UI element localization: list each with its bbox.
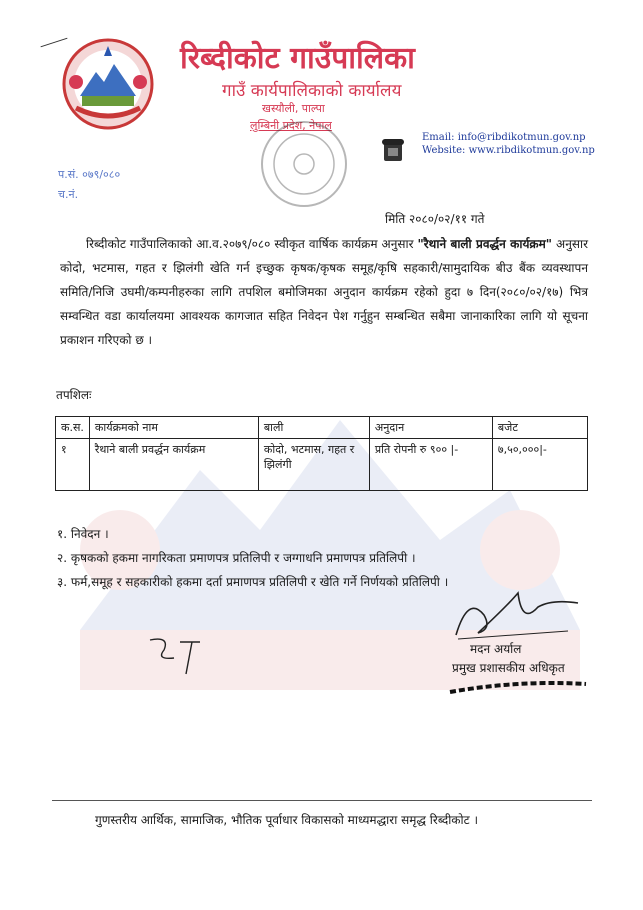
- list-item: २. कृषकको हकमा नागरिकता प्रमाणपत्र प्रतिलिपी र जग्गाधनि प्रमाणपत्र प्रतिलिपी ।: [57, 551, 416, 565]
- website-line: Website: www.ribdikotmun.gov.np: [422, 145, 595, 156]
- province-line: लुम्बिनी प्रदेश, नेपाल: [250, 119, 332, 132]
- col-header-grant: अनुदान: [369, 417, 492, 439]
- email-line: Email: info@ribdikotmun.gov.np: [422, 132, 586, 143]
- col-header-crop: बाली: [258, 417, 369, 439]
- org-name: रिब्दीकोट गाउँपालिका: [180, 41, 415, 76]
- seal-stamp: [448, 676, 588, 698]
- cell-budget: ७,५०,०००|-: [492, 439, 587, 491]
- letter-number: प.सं. ०७९/०८०: [58, 168, 121, 181]
- handwritten-signature: [448, 585, 588, 645]
- cell-grant: प्रति रोपनी रु ९०० |-: [369, 439, 492, 491]
- notice-date: मिति २०८०/०२/११ गते: [385, 212, 485, 226]
- col-header-sn: क.स.: [56, 417, 90, 439]
- contact-block: [422, 131, 595, 157]
- body-part-1: रिब्दीकोट गाउँपालिकाको आ.व.२०७९/०८० स्वीकृत वार्षिक कार्यक्रम अनुसार: [86, 237, 418, 251]
- handwritten-initials: [140, 630, 220, 680]
- table-header-row: [56, 417, 588, 439]
- table-row: [56, 439, 588, 491]
- nepal-emblem-logo: [62, 38, 154, 130]
- details-label: तपशिलः: [56, 388, 92, 402]
- required-documents-list: [57, 522, 448, 594]
- cell-sn: १: [56, 439, 90, 491]
- col-header-budget: बजेट: [492, 417, 587, 439]
- cell-crop: कोदो, भटमास, गहत र झिलंगी: [258, 439, 369, 491]
- office-address: खस्यौली, पाल्पा: [262, 102, 325, 115]
- list-item: ३. फर्म,समूह र सहकारीको हकमा दर्ता प्रमाणपत्र प्रतिलिपी र खेति गर्ने निर्णयको प्रतिलिपी ।: [57, 575, 449, 589]
- footer-slogan: गुणस्तरीय आर्थिक, सामाजिक, भौतिक पूर्वाधार विकासको माध्यमद्धारा समृद्ध रिब्दीकोट ।: [95, 813, 479, 827]
- signatory-title: प्रमुख प्रशासकीय अधिकृत: [452, 661, 565, 675]
- notice-body: [60, 232, 588, 352]
- col-header-program: कार्यक्रमको नाम: [89, 417, 258, 439]
- signatory-name: मदन अर्याल: [470, 642, 522, 656]
- footer-divider: [52, 800, 592, 801]
- official-stamp: [258, 118, 350, 210]
- program-name: "रैथाने बाली प्रवर्द्धन कार्यक्रम": [417, 237, 553, 251]
- body-part-2: अनुसार कोदो, भटमास, गहत र झिलंगी खेति गर्न इच्छुक कृषक/कृषक समूह/कृषि सहकारी/सामुदायिक बीउ बैंक व्यवस्थापन समिति/निजि उघमी/कम्पनीहरुका लागि तपशिल बमोजिमका अनुदान कार्यक्रम रहेको हुदा ७ दिन(२०८०/०२/१७) भित्र सम्वन्धित वडा कार्यालयमा आवश्यक कागजात सहित निवेदन पेश गर्नुहुन सम्बन्धित सबैमा जानाकारिका लागि यो सूचना प्रकाशन गरिएको छ ।: [60, 237, 588, 347]
- list-item: १. निवेदन ।: [57, 527, 109, 541]
- office-name: गाउँ कार्यपालिकाको कार्यालय: [222, 81, 402, 101]
- dispatch-number: च.नं.: [58, 188, 79, 201]
- telephone-icon: [382, 137, 404, 163]
- program-table: [55, 416, 588, 491]
- cell-program: रैथाने बाली प्रवर्द्धन कार्यक्रम: [89, 439, 258, 491]
